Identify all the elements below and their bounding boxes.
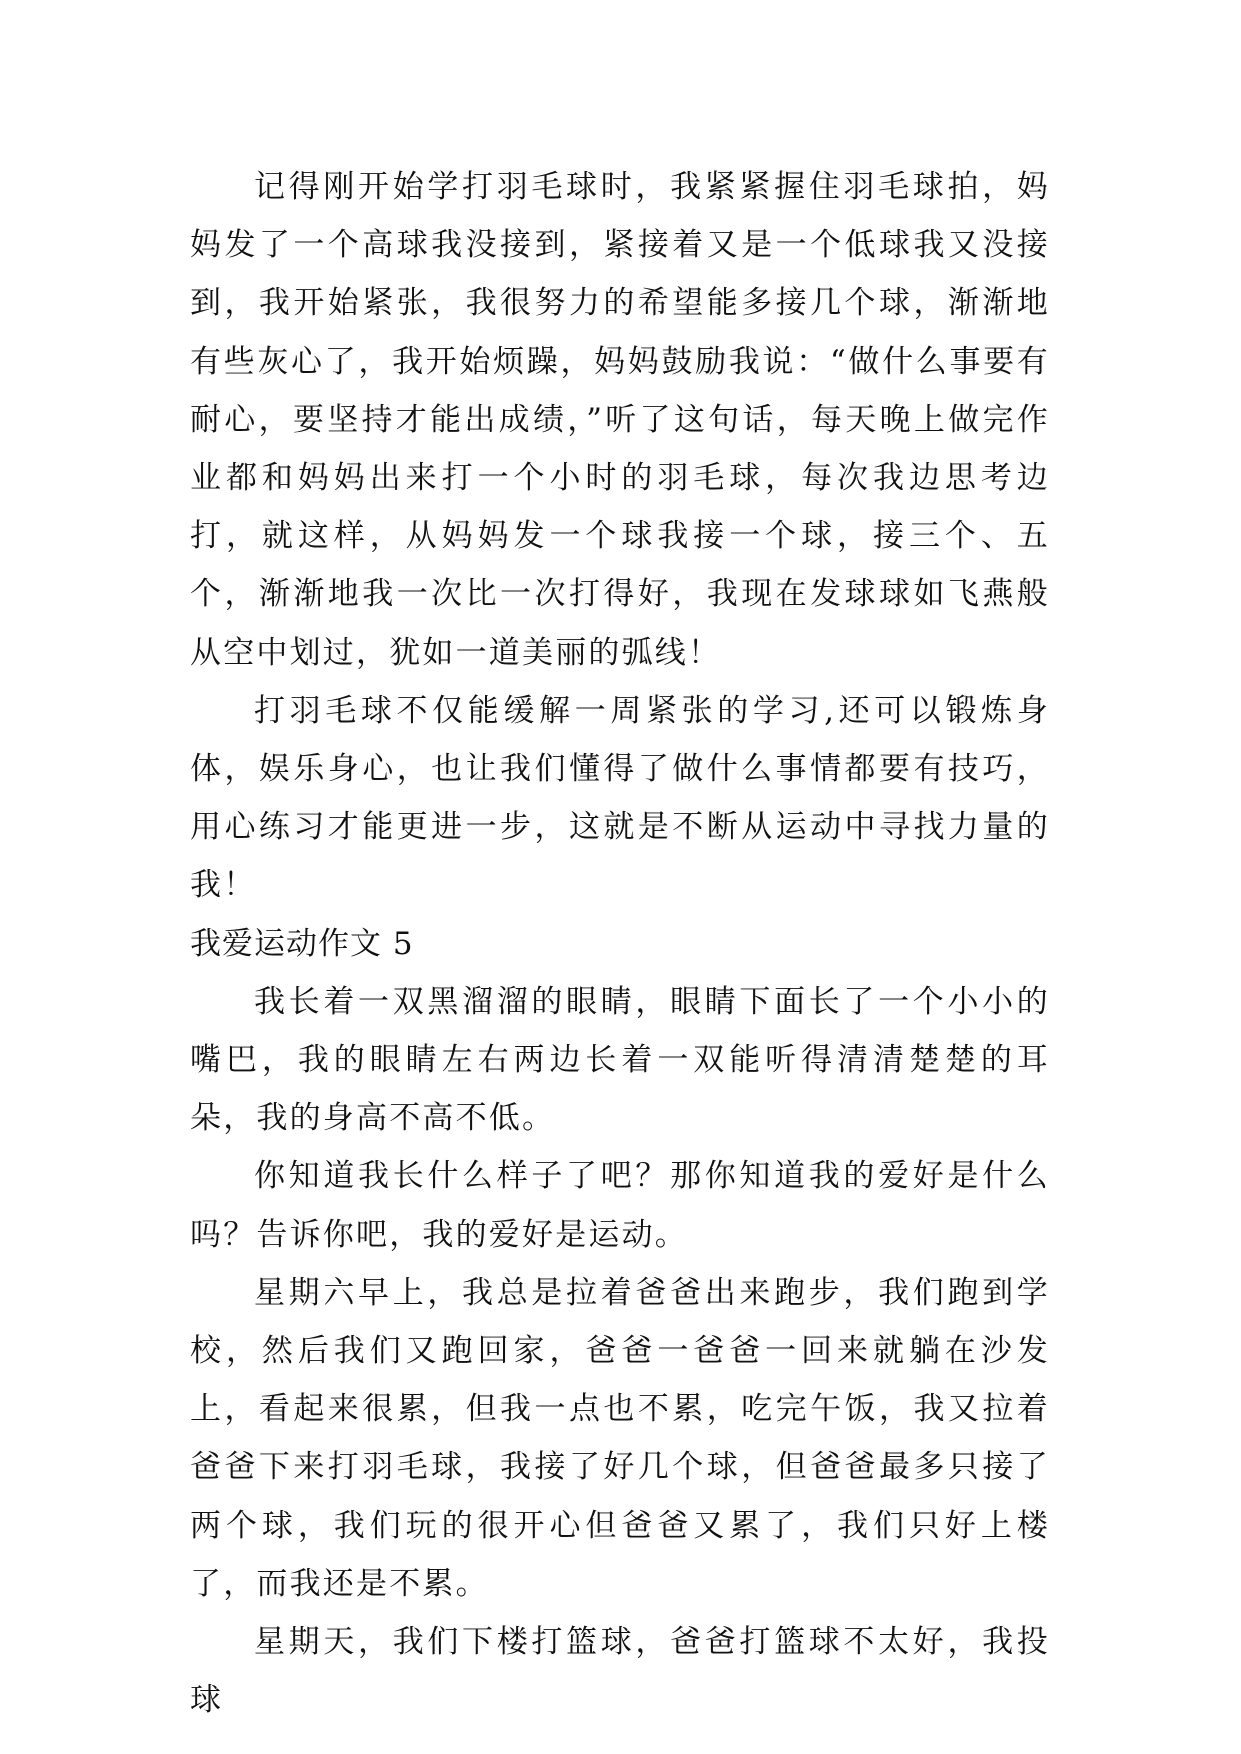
paragraph-appearance: 我长着一双黑溜溜的眼睛，眼睛下面长了一个小小的嘴巴，我的眼睛左右两边长着一双能听得清清楚楚的耳朵，我的身高不高不低。: [190, 983, 1050, 1137]
paragraph-saturday: 星期六早上，我总是拉着爸爸出来跑步，我们跑到学校，然后我们又跑回家，爸爸一爸爸一回来就躺在沙发上，看起来很累，但我一点也不累，吃完午饭，我又拉着爸爸下来打羽毛球，我接了好几个球，但爸爸最多只接了两个球，我们玩的很开心但爸爸又累了，我们只好上楼了，而我还是不累。: [190, 1274, 1050, 1602]
paragraph-badminton-learning: 记得刚开始学打羽毛球时，我紧紧握住羽毛球拍，妈妈发了一个高球我没接到，紧接着又是一个低球我又没接到，我开始紧张，我很努力的希望能多接几个球，渐渐地有些灰心了，我开始烦躁，妈妈鼓励我说：“做什么事要有耐心，要坚持才能出成绩，”听了这句话，每天晚上做完作业都和妈妈出来打一个小时的羽毛球，每次我边思考边打，就这样，从妈妈发一个球我接一个球，接三个、五个，渐渐地我一次比一次打得好，我现在发球球如飞燕般从空中划过，犹如一道美丽的弧线！: [190, 169, 1050, 671]
paragraph-badminton-benefits: 打羽毛球不仅能缓解一周紧张的学习,还可以锻炼身体，娱乐身心，也让我们懂得了做什么事情都要有技巧，用心练习才能更进一步，这就是不断从运动中寻找力量的我！: [190, 692, 1050, 904]
section-title: 我爱运动作文 5: [190, 925, 414, 962]
paragraph-hobby: 你知道我长什么样子了吧？那你知道我的爱好是什么吗？告诉你吧，我的爱好是运动。: [190, 1158, 1050, 1253]
paragraph-sunday: 星期天，我们下楼打篮球，爸爸打篮球不太好，我投球: [190, 1624, 1050, 1719]
document-body: [190, 158, 1050, 1729]
